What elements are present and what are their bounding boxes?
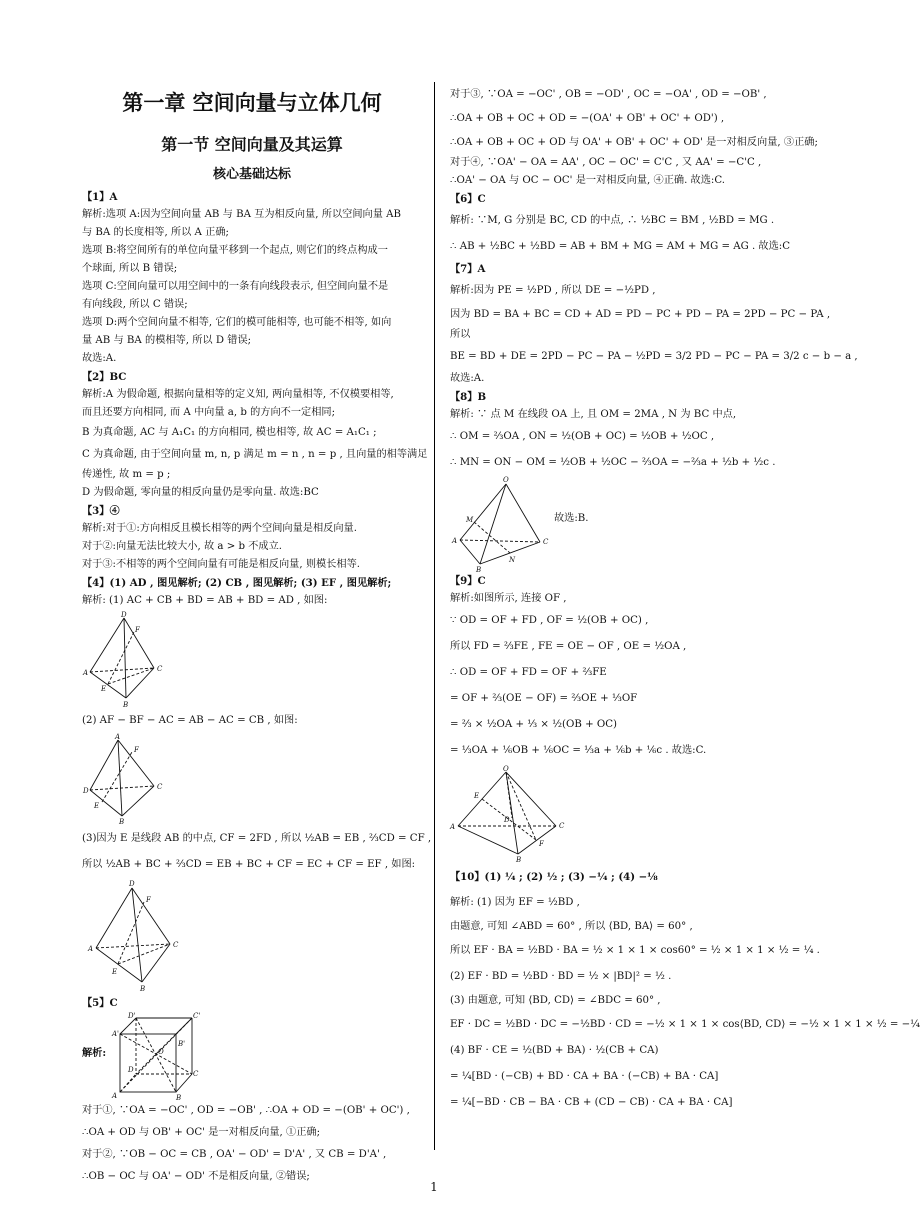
right-column [450,84,920,1116]
fig-label: C' [193,1012,201,1020]
q8-line: 解析: ∵ 点 M 在线段 OA 上, 且 OM = 2MA , N 为 BC 中点, [450,409,737,420]
fig-label: C [559,822,565,830]
q5-line: 对于②, ∵OB − OC = CB , OA' − OD' = D'A' , 又 CB = D'A' , [82,1149,387,1160]
q4-line: (2) AF − BF − AC = AB − AC = CB , 如图: [82,715,298,726]
q1-answer: 【1】A [82,191,118,203]
fig-label: B [516,856,522,864]
q10-line: = ¼[BD · (−CB) + BD · CA + BA · (−CB) + BA · CA] [450,1071,719,1082]
q10-line: (4) BF · CE = ½(BD + BA) · ½(CB + CA) [450,1045,659,1056]
fig-label: D [83,787,89,795]
q5-line: 对于③, ∵OA = −OC' , OB = −OD' , OC = −OA' , OD = −OB' , [450,89,767,100]
q9-answer: 【9】C [450,575,486,587]
fig-label: E [101,685,107,693]
fig-label: C [157,783,163,791]
q1-line: 选项 B:将空间所有的单位向量平移到一个起点, 则它们的终点构成一 [82,245,388,256]
fig-label: A [112,1092,118,1100]
fig-label: B [176,1094,182,1102]
fig-label: F [539,840,544,848]
q9-line: 解析:如图所示, 连接 OF , [450,593,567,604]
q8-line: ∴ MN = ON − OM = ½OB + ½OC − ⅔OA = −⅔a + ½b + ½c . [450,457,776,468]
fig-label: N [509,556,516,564]
q5-line: ∴OA + OB + OC + OD = −(OA' + OB' + OC' + OD') , [450,113,725,124]
q8-line: ∴ OM = ⅔OA , ON = ½(OB + OC) = ½OB + ½OC , [450,431,715,442]
q10-line: = ¼[−BD · CB − BA · CB + (CD − CB) · CA + BA · CA] [450,1097,733,1108]
cube-figure-row [82,1012,422,1100]
q10-line: 解析: (1) 因为 EF = ½BD , [450,897,580,908]
fig-label: B [123,701,129,709]
q1-line: 解析:选项 A:因为空间向量 AB 与 BA 互为相反向量, 所以空间向量 AB [82,209,401,220]
q4-line: 所以 ½AB + BC + ⅔CD = EB + BC + CF = EC + CF = EF , 如图: [82,859,416,870]
q10-line: 由题意, 可知 ∠ABD = 60° , 所以 ⟨BD, BA⟩ = 60° , [450,921,693,932]
q2-line: 而且还要方向相同, 而 A 中向量 a, b 的方向不一定相同; [82,407,336,418]
tetrahedron-figure-2 [82,734,172,824]
q9-line: = ⅓OA + ⅙OB + ⅙OC = ⅓a + ⅙b + ⅙c . 故选:C. [450,745,707,756]
q5-answer: 【5】C [82,997,118,1009]
q3-line: 解析:对于①:方向相反且模长相等的两个空间向量是相反向量. [82,523,357,534]
q5-line: ∴OA + OB + OC + OD 与 OA' + OB' + OC' + OD' 是一对相反向量, ③正确; [450,137,818,148]
q5-line: ∴OA' − OA 与 OC − OC' 是一对相反向量, ④正确. 故选:C. [450,175,726,186]
q7-answer: 【7】A [450,263,486,275]
column-divider [434,82,435,1150]
fig-label: B [476,566,482,574]
fig-label: M [466,516,474,524]
fig-label: B [140,985,146,993]
q4-line: 解析: (1) AC + CB + BD = AB + BD = AD , 如图: [82,595,328,606]
pyramid-figure-8 [450,476,560,572]
fig-label: A [452,537,458,545]
fig-label: E [94,802,100,810]
fig-label: B' [178,1040,186,1048]
q7-line: BE = BD + DE = 2PD − PC − PA − ½PD = 3/2 PD − PC − PA = 3/2 c − b − a , [450,351,858,362]
q4-line: (3)因为 E 是线段 AB 的中点, CF = 2FD , 所以 ½AB = EB , ⅔CD = CF , [82,833,432,844]
q9-line: 所以 FD = ⅔FE , FE = OE − OF , OE = ½OA , [450,641,687,652]
q1-line: 有向线段, 所以 C 错误; [82,299,188,310]
q1-line: 个球面, 所以 B 错误; [82,263,178,274]
q10-line: (2) EF · BD = ½BD · BD = ½ × |BD|² = ½ . [450,971,672,982]
q10-line: 所以 EF · BA = ½BD · BA = ½ × 1 × 1 × cos60° = ½ × 1 × 1 × ½ = ¼ . [450,945,820,956]
q1-line: 量 AB 与 BA 的模相等, 所以 D 错误; [82,335,252,346]
fig-label: C [543,538,549,546]
left-column [82,86,432,1188]
q1-line: 选项 C:空间向量可以用空间中的一条有向线段表示, 但空间向量不是 [82,281,389,292]
q10-line: (3) 由题意, 可知 ⟨BD, CD⟩ = ∠BDC = 60° , [450,995,661,1006]
fig-label: D' [128,1012,136,1020]
fig-label: B [119,818,125,826]
fig-label: F [134,746,139,754]
q9-line: ∵ OD = OF + FD , OF = ½(OB + OC) , [450,615,649,626]
q9-line: = OF + ⅔(OE − OF) = ⅔OE + ⅓OF [450,693,638,704]
fig-label: D [129,880,135,888]
q1-line: 选项 D:两个空间向量不相等, 它们的模可能相等, 也可能不相等, 如向 [82,317,392,328]
q3-answer: 【3】④ [82,505,120,517]
fig-label: A [115,733,121,741]
q7-line: 所以 [450,329,471,340]
q7-line: 解析:因为 PE = ½PD , 所以 DE = −½PD , [450,285,656,296]
subsection-title: 核心基础达标 [212,167,291,182]
q6-line: 解析: ∵M, G 分别是 BC, CD 的中点, ∴ ½BC = BM , ½BD = MG . [450,215,775,226]
q3-line: 对于②:向量无法比较大小, 故 a > b 不成立. [82,541,283,552]
q2-line: D 为假命题, 零向量的相反向量仍是零向量. 故选:BC [82,487,319,498]
cube-figure [112,1012,201,1102]
q2-answer: 【2】BC [82,371,127,383]
q2-line: B 为真命题, AC 与 A₁C₁ 的方向相同, 模也相等, 故 AC = A₁C₁ ; [82,427,377,438]
fig-label: A [450,823,456,831]
q6-answer: 【6】C [450,193,486,205]
q8-conclusion: 故选:B. [554,513,589,524]
fig-label: E [112,968,118,976]
q3-line: 对于③:不相等的两个空间向量有可能是相反向量, 则模长相等. [82,559,361,570]
fig-label: D [504,816,510,824]
q6-line: ∴ AB + ½BC + ½BD = AB + BM + MG = AM + MG = AG . 故选:C [450,241,791,252]
q5-line: 对于①, ∵OA = −OC' , OD = −OB' , ∴OA + OD = −(OB' + OC') , [82,1105,410,1116]
tetrahedron-figure-1 [82,612,172,708]
fig-label: A' [112,1030,119,1038]
pyramid-figure-row [450,476,806,572]
q8-answer: 【8】B [450,391,487,403]
q1-line: 与 BA 的长度相等, 所以 A 正确; [82,227,229,238]
q10-line: EF · DC = ½BD · DC = −½BD · CD = −½ × 1 × 1 × cos⟨BD, CD⟩ = −½ × 1 × 1 × ½ = −¼ [450,1019,920,1030]
q5-line: ∴OB − OC 与 OA' − OD' 不是相反向量, ②错误; [82,1171,310,1182]
fig-label: F [135,626,140,634]
q10-answer: 【10】(1) ¼ ; (2) ½ ; (3) −¼ ; (4) −⅛ [450,871,658,883]
pyramid-figure-9 [450,766,570,862]
page-number: 1 [430,1180,438,1194]
fig-label: D [128,1066,134,1074]
fig-label: D [121,611,127,619]
q9-line: ∴ OD = OF + FD = OF + ⅔FE [450,667,607,678]
chapter-title: 第一章 空间向量与立体几何 [122,91,382,115]
fig-label: C [157,665,163,673]
q7-line: 因为 BD = BA + BC = CD + AD = PD − PC + PD − PA = 2PD − PC − PA , [450,309,831,320]
fig-label: O [503,765,509,773]
q2-line: 解析:A 为假命题, 根据向量相等的定义知, 两向量相等, 不仅模要相等, [82,389,394,400]
q5-solution-label: 解析: [82,1047,107,1059]
fig-label: O [158,1048,164,1056]
fig-label: A [83,669,89,677]
fig-label: A [88,945,94,953]
section-title: 第一节 空间向量及其运算 [161,135,343,154]
q9-line: = ⅔ × ½OA + ⅓ × ½(OB + OC) [450,719,617,730]
fig-label: E [474,792,480,800]
q4-answer: 【4】(1) AD , 图见解析; (2) CB , 图见解析; (3) EF , 图见解析; [82,577,392,589]
tetrahedron-figure-3 [82,880,192,992]
q5-line: ∴OA + OD 与 OB' + OC' 是一对相反向量, ①正确; [82,1127,321,1138]
q2-line: 传递性, 故 m = p ; [82,469,171,480]
q5-line: 对于④, ∵OA' − OA = AA' , OC − OC' = C'C , 又 AA' = −C'C , [450,157,762,168]
q1-line: 故选:A. [82,353,117,364]
fig-label: C [193,1070,199,1078]
fig-label: F [146,896,151,904]
fig-label: C [173,941,179,949]
q7-line: 故选:A. [450,373,485,384]
fig-label: O [503,476,509,484]
q2-line: C 为真命题, 由于空间向量 m, n, p 满足 m = n , n = p , 且向量的相等满足 [82,449,428,460]
